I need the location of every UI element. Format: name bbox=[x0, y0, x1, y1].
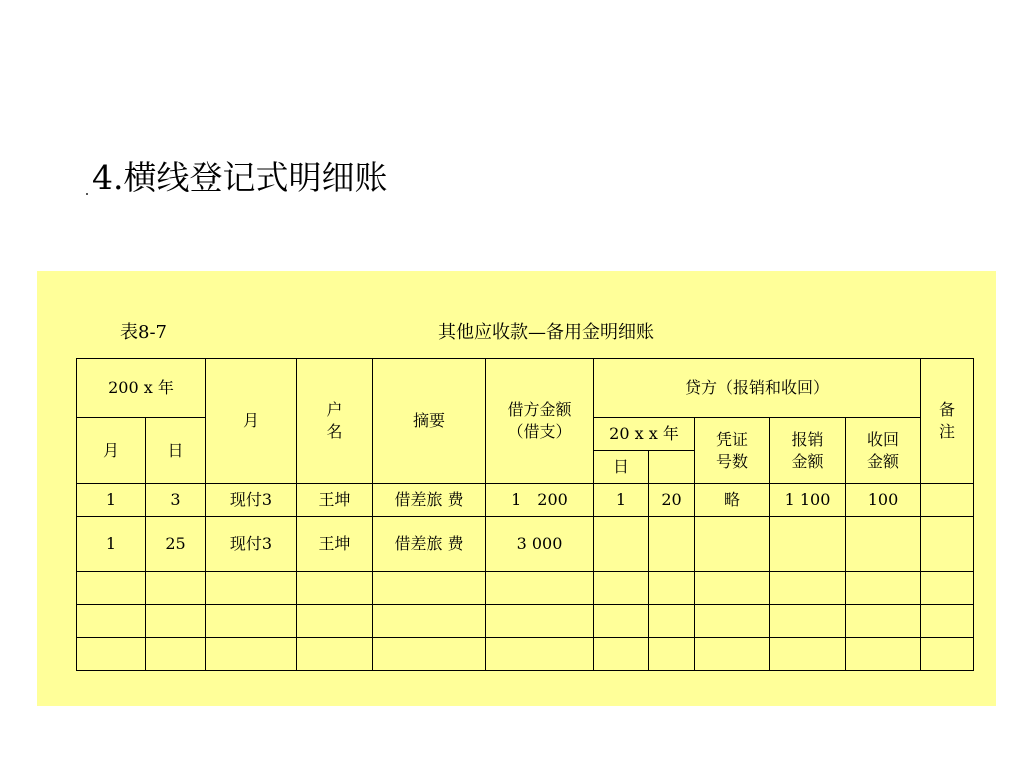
header-sub-month: 月 bbox=[77, 418, 146, 484]
cell-day: 25 bbox=[146, 517, 206, 572]
page-title: 4.横线登记式明细账 bbox=[92, 158, 388, 197]
cell-name bbox=[297, 572, 373, 605]
cell-month bbox=[77, 572, 146, 605]
cell-credit-day bbox=[649, 517, 695, 572]
ledger-table bbox=[76, 358, 974, 671]
cell-reimb bbox=[770, 638, 846, 671]
cell-credit-day: 20 bbox=[649, 484, 695, 517]
cell-month: 1 bbox=[77, 517, 146, 572]
cell-voucher bbox=[206, 638, 297, 671]
cell-recovered bbox=[846, 572, 921, 605]
cell-credit-month bbox=[594, 517, 649, 572]
header-credit: 贷方（报销和收回） bbox=[594, 359, 921, 418]
cell-remark bbox=[921, 605, 974, 638]
cell-debit: 3 000 bbox=[486, 517, 594, 572]
header-recovered-amount: 收回 金额 bbox=[846, 418, 921, 484]
header-month: 月 bbox=[206, 359, 297, 484]
cell-reimb bbox=[770, 572, 846, 605]
cell-credit-month bbox=[594, 638, 649, 671]
cell-credit-voucher bbox=[695, 517, 770, 572]
cell-reimb: 1 100 bbox=[770, 484, 846, 517]
table-title: 其他应收款—备用金明细账 bbox=[438, 322, 654, 343]
header-credit-day: 日 bbox=[594, 451, 649, 484]
cell-day bbox=[146, 572, 206, 605]
cell-day bbox=[146, 605, 206, 638]
header-sub-day: 日 bbox=[146, 418, 206, 484]
cell-credit-voucher bbox=[695, 572, 770, 605]
header-account: 户 名 bbox=[297, 359, 373, 484]
cell-name bbox=[297, 605, 373, 638]
cell-remark bbox=[921, 517, 974, 572]
cell-debit bbox=[486, 605, 594, 638]
cell-remark bbox=[921, 638, 974, 671]
cell-credit-day bbox=[649, 638, 695, 671]
cell-voucher: 现付3 bbox=[206, 484, 297, 517]
cell-debit bbox=[486, 572, 594, 605]
table-row bbox=[77, 517, 974, 572]
header-year: 200 x 年 bbox=[77, 359, 206, 418]
cell-credit-day bbox=[649, 605, 695, 638]
cell-month: 1 bbox=[77, 484, 146, 517]
cell-name bbox=[297, 638, 373, 671]
cell-recovered: 100 bbox=[846, 484, 921, 517]
cell-credit-voucher bbox=[695, 605, 770, 638]
header-debit: 借方金额 （借支） bbox=[486, 359, 594, 484]
table-row bbox=[77, 605, 974, 638]
table-row bbox=[77, 572, 974, 605]
cell-day bbox=[146, 638, 206, 671]
cell-summary: 借差旅 费 bbox=[373, 484, 486, 517]
cell-recovered bbox=[846, 517, 921, 572]
header-remarks: 备 注 bbox=[921, 359, 974, 484]
cell-summary bbox=[373, 638, 486, 671]
cell-recovered bbox=[846, 605, 921, 638]
cell-summary: 借差旅 费 bbox=[373, 517, 486, 572]
cell-debit: 1 200 bbox=[486, 484, 594, 517]
cell-voucher: 现付3 bbox=[206, 517, 297, 572]
cell-credit-voucher: 略 bbox=[695, 484, 770, 517]
cell-credit-month bbox=[594, 572, 649, 605]
cell-recovered bbox=[846, 638, 921, 671]
header-reimb-amount: 报销 金额 bbox=[770, 418, 846, 484]
header-credit-year: 20 x x 年 bbox=[594, 418, 695, 451]
cell-month bbox=[77, 638, 146, 671]
cell-remark bbox=[921, 572, 974, 605]
cell-day: 3 bbox=[146, 484, 206, 517]
cell-name: 王坤 bbox=[297, 484, 373, 517]
cell-voucher bbox=[206, 572, 297, 605]
cell-reimb bbox=[770, 517, 846, 572]
table-row bbox=[77, 638, 974, 671]
cell-name: 王坤 bbox=[297, 517, 373, 572]
cell-voucher bbox=[206, 605, 297, 638]
cell-summary bbox=[373, 572, 486, 605]
header-voucher-no: 凭证 号数 bbox=[695, 418, 770, 484]
cell-credit-month: 1 bbox=[594, 484, 649, 517]
header-summary: 摘要 bbox=[373, 359, 486, 484]
cell-reimb bbox=[770, 605, 846, 638]
cell-credit-voucher bbox=[695, 638, 770, 671]
cell-month bbox=[77, 605, 146, 638]
cell-remark bbox=[921, 484, 974, 517]
cell-debit bbox=[486, 638, 594, 671]
table-row bbox=[77, 484, 974, 517]
bullet-dot bbox=[86, 193, 88, 195]
header-credit-blank bbox=[649, 451, 695, 484]
cell-credit-month bbox=[594, 605, 649, 638]
cell-summary bbox=[373, 605, 486, 638]
header-row-1 bbox=[77, 359, 974, 418]
table-number: 表8-7 bbox=[120, 322, 167, 343]
cell-credit-day bbox=[649, 572, 695, 605]
